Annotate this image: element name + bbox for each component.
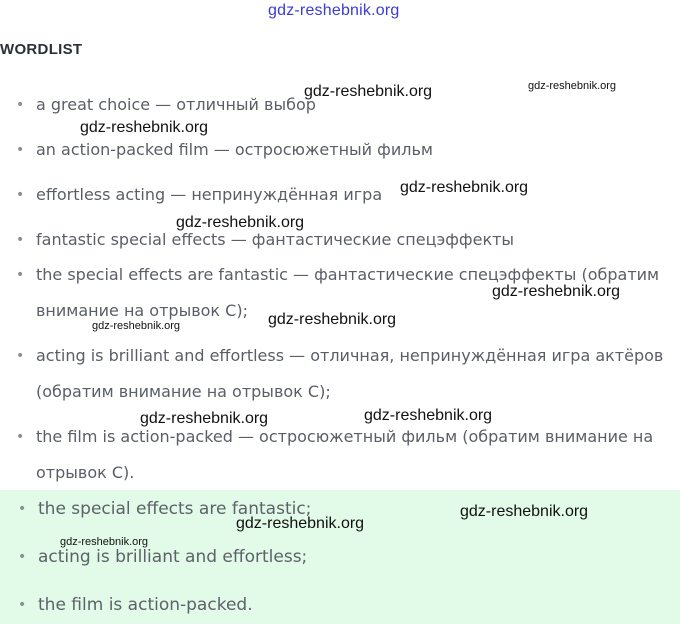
list-item-text: a great choice — отличный выбор — [36, 95, 316, 114]
watermark: gdz-reshebnik.org — [176, 214, 305, 231]
watermark: gdz-reshebnik.org — [364, 407, 493, 424]
bullet-icon: • — [16, 97, 25, 113]
bullet-icon: • — [16, 142, 25, 158]
watermark: gdz-reshebnik.org — [92, 320, 181, 332]
watermark: gdz-reshebnik.org — [492, 283, 621, 300]
site-link[interactable]: gdz-reshebnik.org — [268, 2, 400, 19]
list-item-text: acting is brilliant and effortless — отличная, непринуждённая игра актёров — [36, 346, 664, 365]
list-item-text: fantastic special effects — фантастические спецэффекты — [36, 230, 515, 249]
answer-text: the film is action-packed. — [38, 595, 253, 615]
bullet-icon: • — [16, 429, 25, 445]
watermark: gdz-reshebnik.org — [268, 311, 397, 328]
watermark: gdz-reshebnik.org — [60, 536, 149, 548]
bullet-icon: • — [18, 597, 27, 613]
list-item-text: an action-packed film — остросюжетный фильм — [36, 140, 433, 159]
bullet-icon: • — [16, 267, 25, 283]
list-item-text-continued: внимание на отрывок С); — [36, 301, 248, 320]
list-item-text-continued: отрывок С). — [36, 463, 135, 482]
answer-text: acting is brilliant and effortless; — [38, 547, 308, 567]
list-item-text: the film is action-packed — остросюжетный фильм (обратим внимание на — [36, 427, 654, 446]
bullet-icon: • — [16, 187, 25, 203]
watermark: gdz-reshebnik.org — [304, 83, 433, 100]
list-item-text: effortless acting — непринуждённая игра — [36, 185, 383, 204]
bullet-icon: • — [16, 348, 25, 364]
bullet-icon: • — [16, 232, 25, 248]
watermark: gdz-reshebnik.org — [400, 179, 529, 196]
list-item-text: the special effects are fantastic — фантастические спецэффекты (обратим — [36, 265, 660, 284]
watermark: gdz-reshebnik.org — [140, 410, 269, 427]
bullet-icon: • — [18, 501, 27, 517]
wordlist-title: WORDLIST — [0, 41, 83, 58]
bullet-icon: • — [18, 549, 27, 565]
watermark: gdz-reshebnik.org — [460, 503, 589, 520]
answer-text: the special effects are fantastic; — [38, 499, 312, 519]
watermark: gdz-reshebnik.org — [236, 515, 365, 532]
watermark: gdz-reshebnik.org — [80, 119, 209, 136]
watermark: gdz-reshebnik.org — [528, 80, 617, 92]
list-item-text-continued: (обратим внимание на отрывок С); — [36, 382, 331, 401]
